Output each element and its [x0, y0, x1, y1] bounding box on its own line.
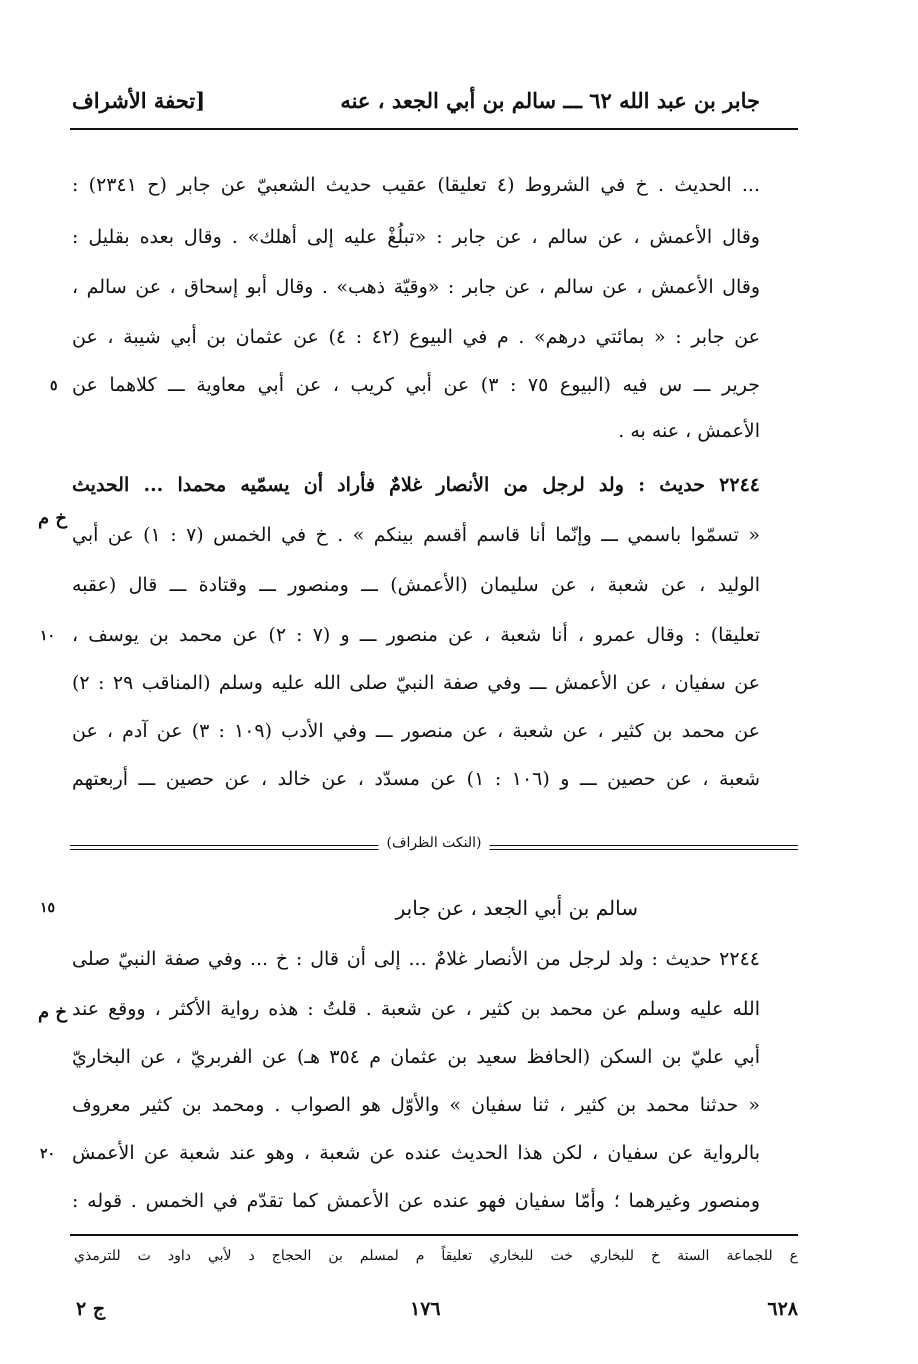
text-line: عن سفيان ، عن الأعمش ـــ وفي صفة النبيّ صلى الله عليه وسلم (المناقب ٢٩ : ٢)	[72, 672, 760, 694]
text-line: ٢٢٤٤ حديث : ولد لرجل من الأنصار غلامٌ ... إلى أن قال : خ ... وفي صفة النبيّ صلى	[72, 948, 760, 970]
section-heading: سالم بن أبي الجعد ، عن جابر	[395, 896, 638, 920]
text-line: وقال الأعمش ، عن سالم ، عن جابر : «وقيّة ذهب» . وقال أبو إسحاق ، عن سالم ،	[72, 276, 760, 298]
text-line: شعبة ، عن حصين ـــ و (١٠٦ : ١) عن مسدّد ، عن خالد ، عن حصين ـــ أربعتهم	[72, 768, 760, 790]
line-number-5: ٥	[50, 378, 58, 394]
volume-number: ج ٢	[76, 1298, 106, 1320]
text-line: الله عليه وسلم عن محمد بن كثير ، عن شعبة . قلتُ : هذه رواية الأكثر ، ووقع عند	[72, 998, 760, 1020]
text-line: ومنصور وغيرهما ؛ وأمّا سفيان فهو عنده عن الأعمش كما تقدّم في الخمس . قوله :	[72, 1190, 760, 1212]
separator-title: (النكت الظراف)	[379, 835, 490, 851]
text-line: الأعمش ، عنه به .	[618, 420, 760, 442]
running-header-book: [تحفة الأشراف	[72, 88, 206, 113]
margin-siglum-1: خ م	[38, 508, 68, 529]
text-line: تعليقا) : وقال عمرو ، أنا شعبة ، عن منصور ـــ و (٧ : ٢) عن محمد بن يوسف ،	[72, 624, 760, 646]
text-line: عن جابر : « بمائتي درهم» . م في البيوع (٤٢ : ٤) عن عثمان بن أبي شيبة ، عن	[72, 326, 760, 348]
section-separator	[70, 835, 798, 858]
margin-siglum-2: خ م	[38, 1002, 68, 1023]
line-number-15: ١٥	[40, 900, 56, 916]
page-number: ١٧٦	[410, 1298, 441, 1320]
folio-right: ٦٢٨	[767, 1298, 798, 1320]
header-rule	[70, 128, 798, 130]
footnote-rule	[70, 1234, 798, 1236]
text-line: أبي عليّ بن السكن (الحافظ سعيد بن عثمان م ٣٥٤ هـ) عن الفربريّ ، عن البخاريّ	[72, 1046, 760, 1068]
text-line: « حدثنا محمد بن كثير ، ثنا سفيان » والأوّل هو الصواب . ومحمد بن كثير معروف	[72, 1094, 760, 1116]
text-line: وقال الأعمش ، عن سالم ، عن جابر : «تبلُغْ عليه إلى أهلك» . وقال بعده بقليل :	[72, 226, 760, 248]
text-line: « تسمّوا باسمي ـــ وإنّما أنا قاسم أقسم بينكم » . خ في الخمس (٧ : ١) عن أبي	[72, 524, 760, 546]
text-line: ٢٢٤٤ حديث : ولد لرجل من الأنصار غلامٌ فأراد أن يسمّيه محمدا ... الحديث	[72, 474, 760, 496]
line-number-20: ٢٠	[40, 1146, 56, 1162]
running-header-title: جابر بن عبد الله ٦٢ ـــ سالم بن أبي الجعد ، عنه	[340, 88, 760, 113]
line-number-10: ١٠	[40, 628, 56, 644]
abbreviation-legend: ع للجماعة الستة خ للبخاري خت للبخاري تعليقاً م لمسلم بن الحجاج د لأبي داود ت للترمذي	[74, 1248, 798, 1264]
text-line: عن محمد بن كثير ، عن شعبة ، عن منصور ـــ وفي الأدب (١٠٩ : ٣) عن آدم ، عن	[72, 720, 760, 742]
text-line: الوليد ، عن شعبة ، عن سليمان (الأعمش) ـــ ومنصور ـــ وقتادة ـــ قال (عقبه	[72, 574, 760, 596]
text-line: ... الحديث . خ في الشروط (٤ تعليقا) عقيب حديث الشعبيّ عن جابر (ح ٢٣٤١) :	[72, 174, 760, 196]
text-line: جرير ـــ س فيه (البيوع ٧٥ : ٣) عن أبي كريب ، عن أبي معاوية ـــ كلاهما عن	[72, 374, 760, 396]
text-line: بالرواية عن سفيان ، لكن هذا الحديث عنده عن شعبة ، وهو عند شعبة عن الأعمش	[72, 1142, 760, 1164]
